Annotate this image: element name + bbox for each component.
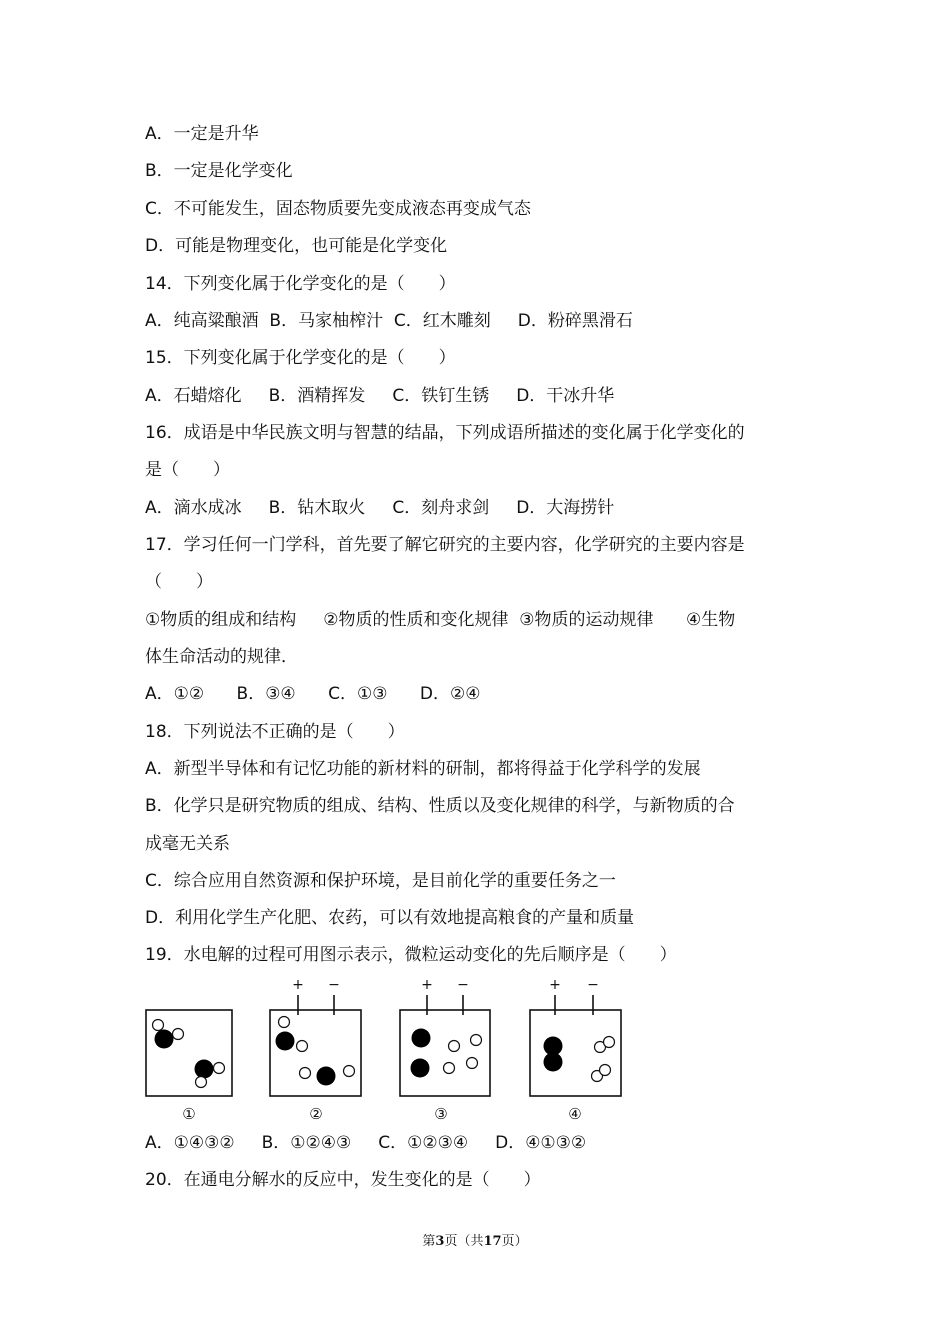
figure-label: ② xyxy=(309,1105,323,1123)
hydrogen-atom xyxy=(344,1066,355,1077)
text-line: 是（ ） xyxy=(145,460,230,480)
oxygen-atom xyxy=(544,1053,563,1072)
diagram-1 xyxy=(146,1010,232,1123)
container-box xyxy=(400,1010,490,1096)
hydrogen-atom xyxy=(300,1068,311,1079)
hydrogen-atom xyxy=(600,1065,611,1076)
oxygen-atom xyxy=(195,1060,214,1079)
hydrogen-atom xyxy=(444,1063,455,1074)
text-line: A．纯高粱酿酒 B．马家柚榨汁 C．红木雕刻 D．粉碎黑滑石 xyxy=(145,311,633,331)
page-footer xyxy=(0,1230,950,1249)
hydrogen-atom xyxy=(471,1035,482,1046)
hydrogen-atom xyxy=(467,1058,478,1069)
total-pages: 17 xyxy=(483,1234,502,1249)
oxygen-atom xyxy=(411,1059,430,1078)
text-line: 15．下列变化属于化学变化的是（ ） xyxy=(145,348,456,368)
text-line: ①物质的组成和结构 ②物质的性质和变化规律 ③物质的运动规律 ④生物 xyxy=(145,610,736,630)
minus-sign: − xyxy=(457,977,469,993)
hydrogen-atom xyxy=(279,1017,290,1028)
hydrogen-atom xyxy=(297,1041,308,1052)
container-box xyxy=(530,1010,621,1096)
text-line: 体生命活动的规律． xyxy=(145,647,298,667)
text-line: A．石蜡熔化 B．酒精挥发 C．铁钉生锈 D．干冰升华 xyxy=(145,386,615,406)
minus-sign: − xyxy=(328,977,340,993)
oxygen-atom xyxy=(317,1067,336,1086)
text-line: 成毫无关系 xyxy=(145,834,230,854)
hydrogen-atom xyxy=(196,1077,207,1088)
plus-sign: + xyxy=(292,977,304,993)
hydrogen-atom xyxy=(153,1020,164,1031)
text-line: A．①② B．③④ C．①③ D．②④ xyxy=(145,684,481,704)
text-line: 17．学习任何一门学科，首先要了解它研究的主要内容，化学研究的主要内容是 xyxy=(145,535,745,555)
text-line: B．一定是化学变化 xyxy=(145,161,293,181)
footer-suffix: 页） xyxy=(501,1234,528,1249)
oxygen-atom xyxy=(155,1030,174,1049)
text-line: A．滴水成冰 B．钻木取火 C．刻舟求剑 D．大海捞针 xyxy=(145,498,615,518)
text-line: B．化学只是研究物质的组成、结构、性质以及变化规律的科学，与新物质的合 xyxy=(145,796,735,816)
text-line: C．不可能发生，固态物质要先变成液态再变成气态 xyxy=(145,199,531,219)
figure-label: ③ xyxy=(434,1105,448,1123)
page-number: 3 xyxy=(435,1234,445,1249)
diagram-4 xyxy=(530,977,621,1123)
plus-sign: + xyxy=(421,977,433,993)
oxygen-atom xyxy=(412,1029,431,1048)
diagram-3 xyxy=(400,977,490,1123)
answer-options: A．①④③② B．①②④③ C．①②③④ D．④①③② xyxy=(145,1133,587,1153)
text-line: C．综合应用自然资源和保护环境，是目前化学的重要任务之一 xyxy=(145,871,616,891)
oxygen-atom xyxy=(276,1032,295,1051)
hydrogen-atom xyxy=(214,1063,225,1074)
text-line: A．新型半导体和有记忆功能的新材料的研制，都将得益于化学科学的发展 xyxy=(145,759,701,779)
figure-label: ① xyxy=(182,1105,196,1123)
question-line: 20．在通电分解水的反应中，发生变化的是（ ） xyxy=(145,1170,541,1190)
figure-label: ④ xyxy=(568,1105,582,1123)
text-line: （ ） xyxy=(145,572,213,592)
text-line: 18．下列说法不正确的是（ ） xyxy=(145,722,405,742)
text-line: 14．下列变化属于化学变化的是（ ） xyxy=(145,274,456,294)
text-line: A．一定是升华 xyxy=(145,124,259,144)
footer-prefix: 第 xyxy=(422,1234,436,1249)
hydrogen-atom xyxy=(173,1029,184,1040)
text-line: D．利用化学生产化肥、农药，可以有效地提高粮食的产量和质量 xyxy=(145,908,635,928)
plus-sign: + xyxy=(549,977,561,993)
hydrogen-atom xyxy=(604,1037,615,1048)
text-line: D．可能是物理变化，也可能是化学变化 xyxy=(145,236,448,256)
hydrogen-atom xyxy=(449,1041,460,1052)
minus-sign: − xyxy=(587,977,599,993)
text-line: 19．水电解的过程可用图示表示，微粒运动变化的先后顺序是（ ） xyxy=(145,945,677,965)
text-line: 16．成语是中华民族文明与智慧的结晶，下列成语所描述的变化属于化学变化的 xyxy=(145,423,745,443)
diagram-2 xyxy=(270,977,361,1123)
footer-mid: 页（共 xyxy=(444,1234,484,1249)
